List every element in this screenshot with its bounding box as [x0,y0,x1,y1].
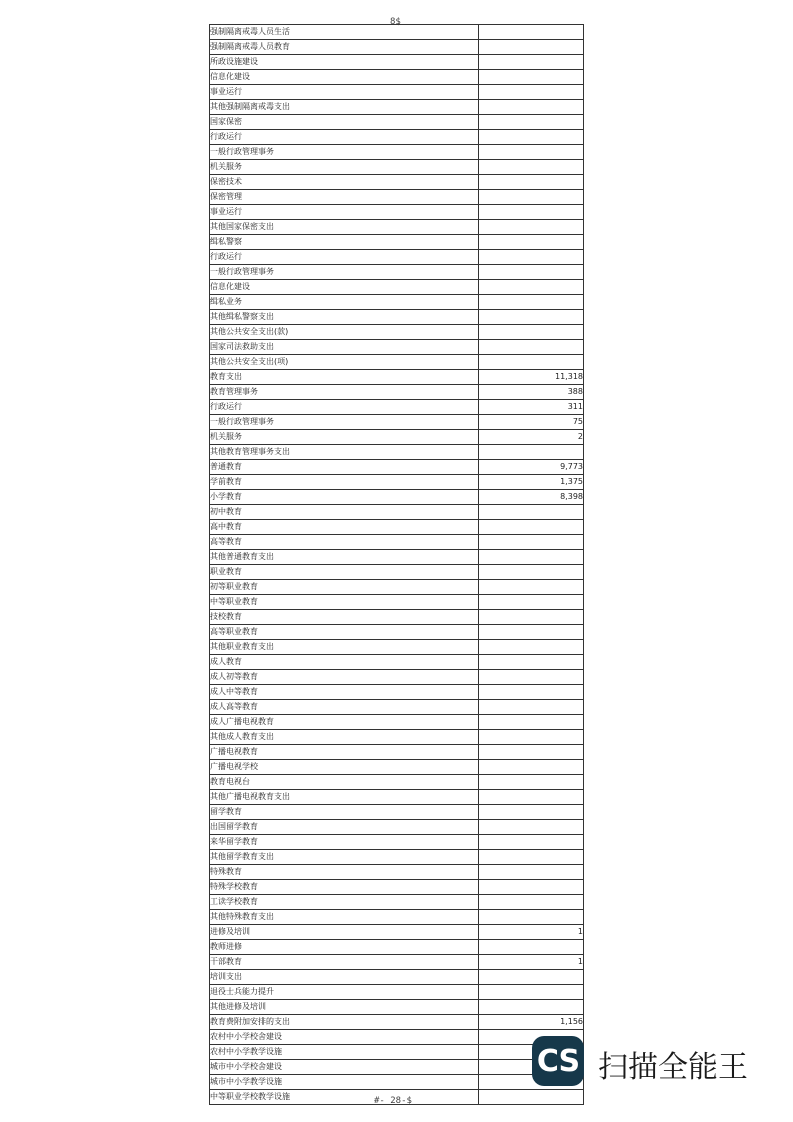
table-row [210,595,584,610]
row-label: 成人中等教育 [210,685,479,700]
row-value [479,145,584,160]
row-label: 其他成人教育支出 [210,730,479,745]
table-row [210,1015,584,1030]
row-value: 75 [479,415,584,430]
row-value: 11,318 [479,370,584,385]
table-row [210,235,584,250]
row-label: 来华留学教育 [210,835,479,850]
table-row [210,205,584,220]
row-label: 高等教育 [210,535,479,550]
row-value [479,160,584,175]
row-label: 其他普通教育支出 [210,550,479,565]
row-value [479,940,584,955]
row-label: 培训支出 [210,970,479,985]
row-label: 进修及培训 [210,925,479,940]
table-row [210,340,584,355]
table-row [210,685,584,700]
row-label: 保密技术 [210,175,479,190]
row-label: 教师进修 [210,940,479,955]
table-row [210,295,584,310]
row-label: 出国留学教育 [210,820,479,835]
row-value [479,985,584,1000]
row-label: 强制隔离戒毒人员生活 [210,25,479,40]
row-value [479,700,584,715]
row-label: 其他缉私警察支出 [210,310,479,325]
row-label: 学前教育 [210,475,479,490]
row-label: 行政运行 [210,130,479,145]
row-label: 其他教育管理事务支出 [210,445,479,460]
row-value [479,85,584,100]
row-value [479,850,584,865]
row-value [479,250,584,265]
row-value [479,910,584,925]
row-label: 信息化建设 [210,280,479,295]
table-row [210,385,584,400]
table-row [210,580,584,595]
row-label: 成人教育 [210,655,479,670]
table-row [210,1000,584,1015]
row-label: 城市中小学教学设施 [210,1075,479,1090]
row-value [479,655,584,670]
table-row [210,745,584,760]
row-label: 教育管理事务 [210,385,479,400]
row-label: 一般行政管理事务 [210,145,479,160]
row-label: 信息化建设 [210,70,479,85]
row-label: 事业运行 [210,85,479,100]
row-label: 行政运行 [210,400,479,415]
row-label: 强制隔离戒毒人员教育 [210,40,479,55]
table-row [210,1030,584,1045]
table-row [210,25,584,40]
row-value [479,190,584,205]
row-value [479,715,584,730]
row-value: 1,375 [479,475,584,490]
row-label: 工读学校教育 [210,895,479,910]
table-row [210,310,584,325]
row-value [479,550,584,565]
row-label: 成人初等教育 [210,670,479,685]
row-label: 初中教育 [210,505,479,520]
row-value: 388 [479,385,584,400]
table-row [210,505,584,520]
row-label: 农村中小学校舍建设 [210,1030,479,1045]
row-label: 机关服务 [210,430,479,445]
row-label: 缉私警察 [210,235,479,250]
row-value [479,895,584,910]
row-label: 留学教育 [210,805,479,820]
table-row [210,190,584,205]
row-value [479,175,584,190]
row-value: 1 [479,955,584,970]
table-row [210,280,584,295]
row-label: 教育支出 [210,370,479,385]
table-row [210,70,584,85]
row-label: 成人高等教育 [210,700,479,715]
table-row [210,415,584,430]
table-row [210,520,584,535]
row-label: 事业运行 [210,205,479,220]
row-label: 其他进修及培训 [210,1000,479,1015]
table-row [210,880,584,895]
row-label: 高中教育 [210,520,479,535]
page-number: #- 28-$ [374,1096,412,1106]
table-row [210,925,584,940]
row-label: 城市中小学校舍建设 [210,1060,479,1075]
row-label: 国家司法救助支出 [210,340,479,355]
table-row [210,715,584,730]
row-value [479,355,584,370]
table-row [210,730,584,745]
table-row [210,175,584,190]
row-value [479,805,584,820]
table-row [210,490,584,505]
table-row [210,115,584,130]
table-row [210,1060,584,1075]
row-value [479,280,584,295]
row-label: 其他公共安全支出(项) [210,355,479,370]
table-row [210,610,584,625]
row-label: 教育费附加安排的支出 [210,1015,479,1030]
table-row [210,850,584,865]
row-value [479,340,584,355]
row-value [479,265,584,280]
table-row [210,160,584,175]
row-value [479,235,584,250]
table-row [210,820,584,835]
row-value [479,820,584,835]
row-value [479,970,584,985]
row-value [479,835,584,850]
row-label: 其他特殊教育支出 [210,910,479,925]
table-row [210,265,584,280]
row-value [479,70,584,85]
row-label: 其他职业教育支出 [210,640,479,655]
row-value [479,520,584,535]
camscanner-app-name: 扫描全能王 [598,1050,748,1085]
row-value [479,295,584,310]
row-label: 一般行政管理事务 [210,265,479,280]
table-row [210,670,584,685]
row-label: 缉私业务 [210,295,479,310]
row-value [479,760,584,775]
row-value [479,775,584,790]
table-row [210,550,584,565]
table-row [210,625,584,640]
row-label: 退役士兵能力提升 [210,985,479,1000]
table-row [210,775,584,790]
row-value: 311 [479,400,584,415]
table-row [210,805,584,820]
row-value: 1,156 [479,1015,584,1030]
row-value [479,880,584,895]
table-row [210,565,584,580]
row-value [479,40,584,55]
page-header-mark: 8$ [390,17,401,27]
row-label: 所政设施建设 [210,55,479,70]
row-value: 2 [479,430,584,445]
row-value [479,220,584,235]
row-value [479,1000,584,1015]
row-label: 职业教育 [210,565,479,580]
row-value [479,640,584,655]
row-value [479,595,584,610]
row-label: 特殊教育 [210,865,479,880]
row-value [479,565,584,580]
table-row [210,985,584,1000]
row-value [479,25,584,40]
row-value [479,130,584,145]
table-row [210,130,584,145]
table-row [210,970,584,985]
row-value [479,670,584,685]
row-value [479,790,584,805]
table-row [210,400,584,415]
table-row [210,535,584,550]
row-label: 中等职业学校教学设施 [210,1090,479,1105]
table-row [210,865,584,880]
table-row [210,100,584,115]
row-label: 行政运行 [210,250,479,265]
row-label: 成人广播电视教育 [210,715,479,730]
row-value: 1 [479,925,584,940]
table-row [210,910,584,925]
table-row [210,1045,584,1060]
table-row [210,640,584,655]
row-label: 农村中小学教学设施 [210,1045,479,1060]
table-row [210,430,584,445]
table-row [210,445,584,460]
table-row [210,370,584,385]
row-value [479,745,584,760]
row-label: 国家保密 [210,115,479,130]
table-row [210,55,584,70]
row-label: 小学教育 [210,490,479,505]
row-label: 其他国家保密支出 [210,220,479,235]
table-row [210,40,584,55]
table-row [210,790,584,805]
row-value [479,100,584,115]
row-label: 中等职业教育 [210,595,479,610]
row-value [479,310,584,325]
row-label: 机关服务 [210,160,479,175]
row-label: 技校教育 [210,610,479,625]
table-row [210,145,584,160]
table-row [210,760,584,775]
row-value [479,115,584,130]
budget-table-body [210,25,584,1105]
row-value [479,325,584,340]
camscanner-logo-icon: CS [532,1036,584,1086]
row-label: 保密管理 [210,190,479,205]
row-value: 8,398 [479,490,584,505]
table-row [210,220,584,235]
row-label: 干部教育 [210,955,479,970]
row-label: 特殊学校教育 [210,880,479,895]
row-label: 普通教育 [210,460,479,475]
table-row [210,955,584,970]
row-value [479,625,584,640]
row-value [479,535,584,550]
row-value [479,205,584,220]
row-value [479,505,584,520]
row-value [479,865,584,880]
table-row [210,835,584,850]
table-row [210,475,584,490]
row-label: 其他强制隔离戒毒支出 [210,100,479,115]
row-value [479,445,584,460]
row-value [479,610,584,625]
row-value [479,1090,584,1105]
table-row [210,895,584,910]
table-row [210,85,584,100]
table-row [210,700,584,715]
row-value [479,685,584,700]
table-row [210,1075,584,1090]
table-row [210,325,584,340]
row-label: 一般行政管理事务 [210,415,479,430]
table-row [210,940,584,955]
row-label: 初等职业教育 [210,580,479,595]
table-row [210,250,584,265]
row-value [479,580,584,595]
budget-table [209,24,584,1105]
table-row [210,355,584,370]
row-label: 其他广播电视教育支出 [210,790,479,805]
row-label: 高等职业教育 [210,625,479,640]
row-label: 其他公共安全支出(款) [210,325,479,340]
row-label: 其他留学教育支出 [210,850,479,865]
row-value: 9,773 [479,460,584,475]
row-label: 教育电视台 [210,775,479,790]
row-label: 广播电视学校 [210,760,479,775]
row-value [479,730,584,745]
row-value [479,55,584,70]
row-label: 广播电视教育 [210,745,479,760]
table-row [210,655,584,670]
table-row [210,460,584,475]
